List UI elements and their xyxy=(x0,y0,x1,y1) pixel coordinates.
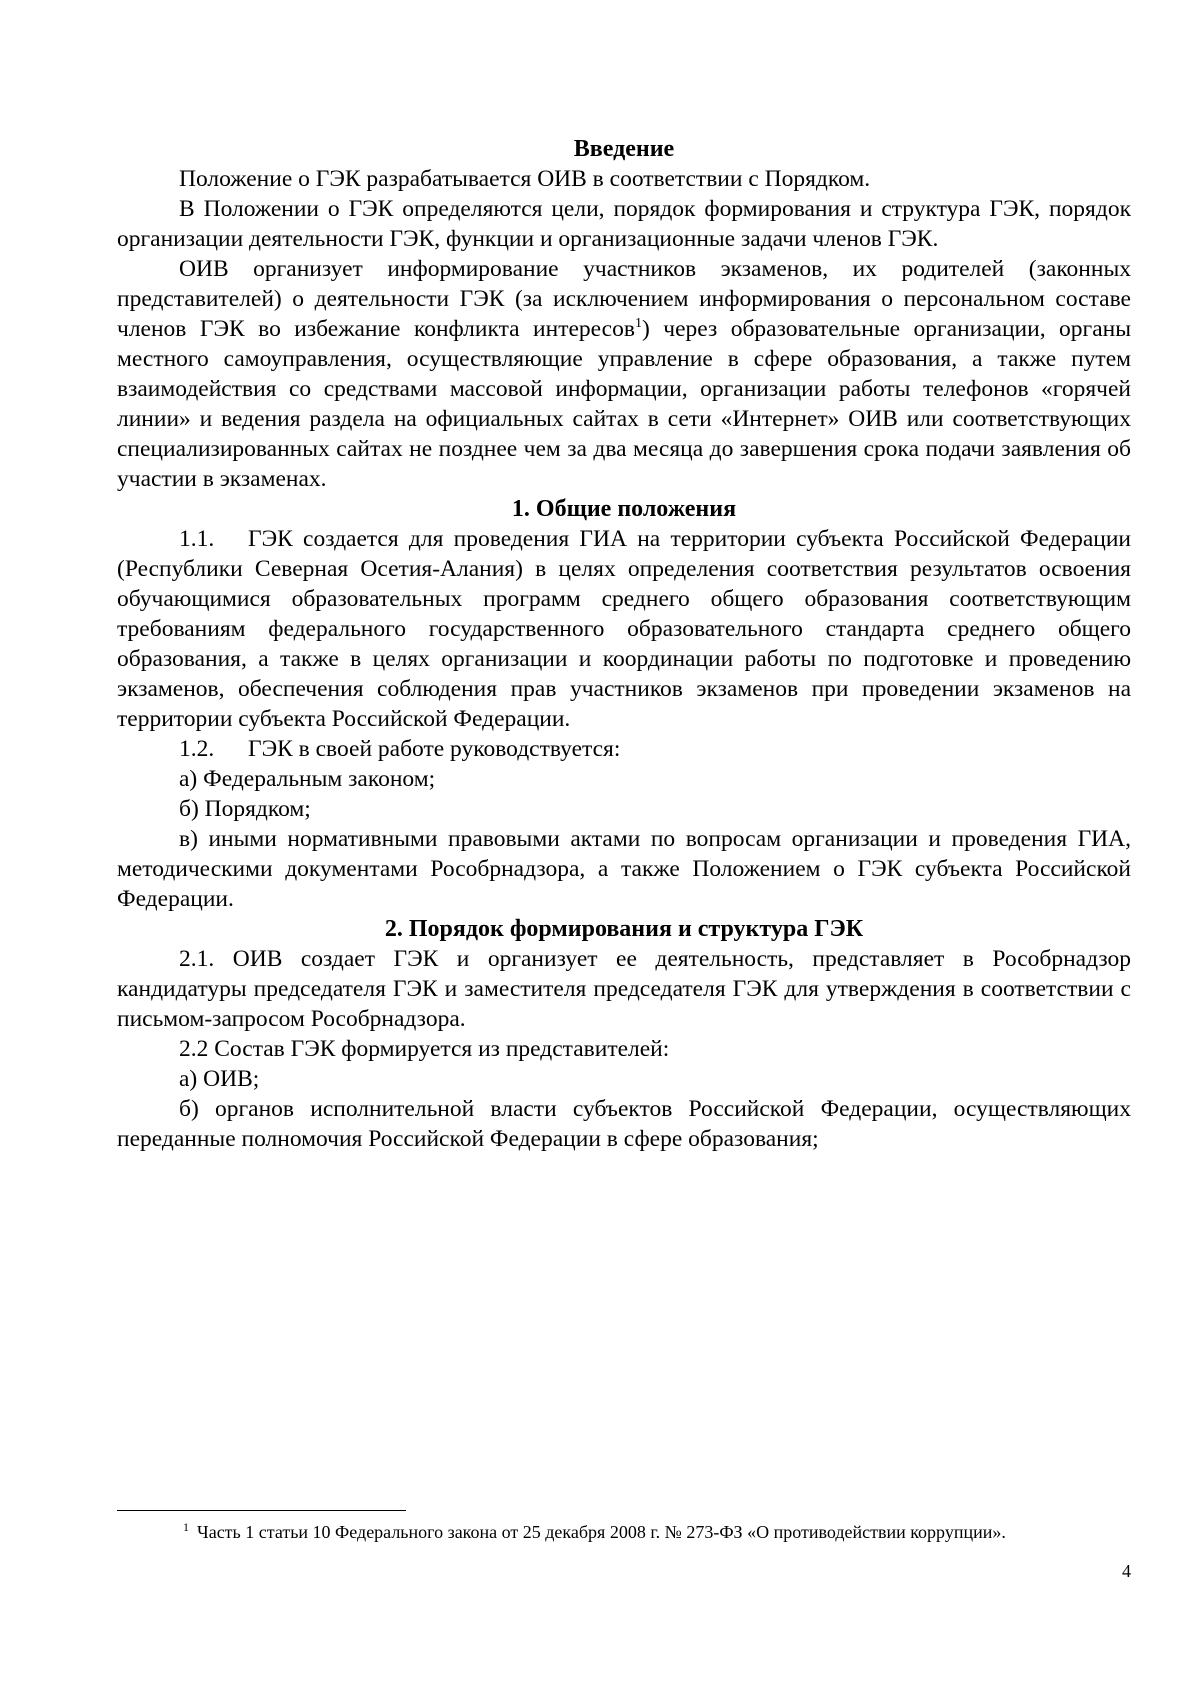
intro-paragraph-1: Положение о ГЭК разрабатывается ОИВ в соответствии с Порядком. xyxy=(179,166,871,192)
footnote xyxy=(117,1519,1131,1545)
clause-2-2: 2.2 Состав ГЭК формируется из представителей: xyxy=(179,1036,670,1062)
clause-2-2-item-a: а) ОИВ; xyxy=(179,1066,260,1092)
section-1-heading: 1. Общие положения xyxy=(511,496,737,522)
page-number: 4 xyxy=(1122,1561,1131,1581)
section-2-heading: 2. Порядок формирования и структура ГЭК xyxy=(384,916,864,942)
clause-2-2-item-b: б) органов исполнительной власти субъектов Российской Федерации, осуществляющих переданные полномочия Российской Федерации в сфере образования; xyxy=(117,1096,1131,1152)
clause-2-1: 2.1. ОИВ создает ГЭК и организует ее деятельность, представляет в Рособрнадзор кандидатуры председателя ГЭК и заместителя председателя ГЭК для утверждения в соответствии с письмом-запросом Рособрнадзора. xyxy=(117,946,1131,1032)
intro-heading: Введение xyxy=(573,136,675,162)
intro-paragraph-3 xyxy=(117,254,1131,494)
document-body xyxy=(117,134,1131,1154)
clause-1-2-item-b: б) Порядком; xyxy=(179,796,311,822)
clause-1-1-text: ГЭК создается для проведения ГИА на территории субъекта Российской Федерации (Республики Северная Осетия-Алания) в целях определения соответствия результатов освоения обучающимися образовательных программ среднего общего образования соответствующим требованиям федерального государственного образовательного стандарта среднего общего образования, а также в целях организации и координации работы по подготовке и проведению экзаменов, обеспечения соблюдения прав участников экзаменов при проведении экзаменов на территории субъекта Российской Федерации. xyxy=(117,526,1131,732)
clause-1-2 xyxy=(117,734,1131,764)
clause-1-2-text: ГЭК в своей работе руководствуется: xyxy=(248,736,621,762)
intro-paragraph-2: В Положении о ГЭК определяются цели, порядок формирования и структура ГЭК, порядок организации деятельности ГЭК, функции и организационные задачи членов ГЭК. xyxy=(117,196,1131,252)
clause-1-1 xyxy=(117,524,1131,734)
intro-paragraph-3-text-end: ) через образовательные организации, органы местного самоуправления, осуществляющие управление в сфере образования, а также путем взаимодействия со средствами массовой информации, организации работы телефонов «горячей линии» и ведения раздела на официальных сайтах в сети «Интернет» ОИВ или соответствующих специализированных сайтах не позднее чем за два месяца до завершения срока подачи заявления об участии в экзаменах. xyxy=(117,316,1131,492)
footnote-reference[interactable]: 1 xyxy=(634,316,642,331)
clause-1-2-item-v: в) иными нормативными правовыми актами по вопросам организации и проведения ГИА, методическими документами Рособрнадзора, а также Положением о ГЭК субъекта Российской Федерации. xyxy=(117,826,1131,912)
footnote-text: Часть 1 статьи 10 Федерального закона от 25 декабря 2008 г. № 273-ФЗ «О противодействии коррупции». xyxy=(197,1522,1006,1542)
intro-paragraph-3-text-start: ОИВ организует информирование участников экзаменов, их родителей (законных представителей) о деятельности ГЭК (за исключением информирования о персональном составе членов ГЭК во избежание конфликта интересов xyxy=(117,256,1131,342)
clause-1-2-number: 1.2. xyxy=(179,736,215,762)
clause-1-2-item-a: а) Федеральным законом; xyxy=(179,766,436,792)
clause-1-1-number: 1.1. xyxy=(179,526,215,552)
footnote-separator xyxy=(117,1510,406,1511)
footnote-marker: 1 xyxy=(183,1520,189,1534)
